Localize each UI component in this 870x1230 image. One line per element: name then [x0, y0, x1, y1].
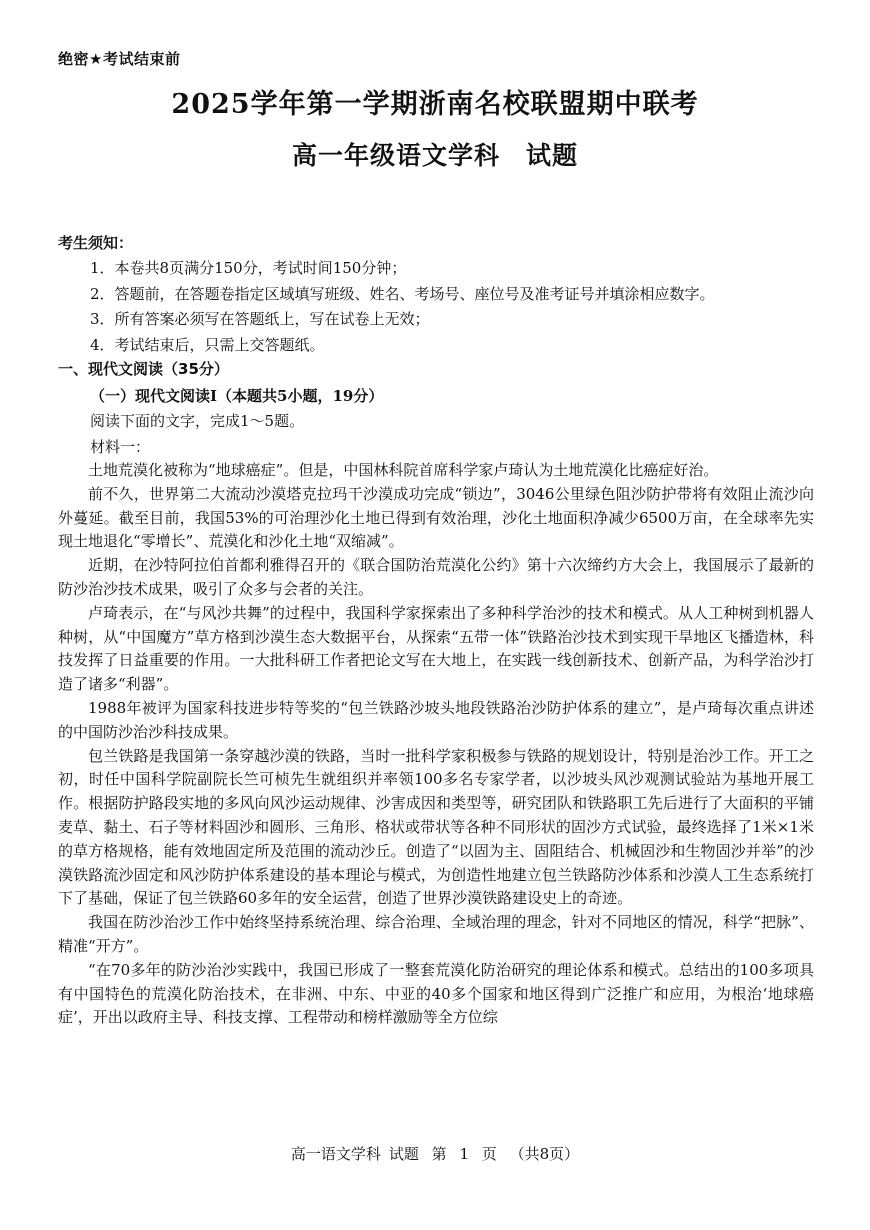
- page-footer: [0, 1143, 870, 1164]
- notice-item: 4．考试结束后，只需上交答题纸。: [90, 335, 325, 354]
- footer-page-suffix: 页: [481, 1145, 497, 1163]
- footer-subject: 高一语文学科: [290, 1145, 381, 1163]
- passage-paragraph: 近期，在沙特阿拉伯首都利雅得召开的《联合国防治荒漠化公约》第十六次缔约方大会上，我国展示了最新的防沙治沙技术成果，吸引了众多与会者的关注。: [58, 556, 814, 598]
- subsection-heading: （一）现代文阅读Ⅰ（本题共5小题，19分）: [90, 387, 384, 405]
- passage-paragraph: 1988年被评为国家科技进步特等奖的“包兰铁路沙坡头地段铁路治沙防护体系的建立”，是卢琦每次重点讲述的中国防沙治沙科技成果。: [58, 698, 814, 741]
- passage-paragraph: 包兰铁路是我国第一条穿越沙漠的铁路，当时一批科学家积极参与铁路的规划设计，特别是治沙工作。开工之初，时任中国科学院副院长竺可桢先生就组织并率领100多名专家学者，以沙坡头风沙观测试验站为基地开展工作。根据防护路段实地的多风向风沙运动规律、沙害成因和类型等，研究团队和铁路职工先后进行了大面积的平铺麦草、黏土、石子等材料固沙和圆形、三角形、格状或带状等各种不同形状的固沙方式试验，最终选择了1米×1米的草方格规格，能有效地固定所及范围的流动沙丘。创造了“以固为主、固阻结合、机械固沙和生物固沙并举”的沙漠铁路流沙固定和风沙防护体系建设的基本理论与模式，为创造性地建立包兰铁路防沙体系和沙漠人工生态系统打下了基础，保证了包兰铁路60多年的安全运营，创造了世界沙漠铁路建设史上的奇迹。: [58, 746, 814, 908]
- page-number: 1: [459, 1145, 470, 1163]
- passage-paragraph: 土地荒漠化被称为“地球癌症”。但是，中国林科院首席科学家卢琦认为土地荒漠化比癌症好治。: [88, 461, 719, 479]
- reading-passage: [58, 459, 814, 1030]
- exam-subtitle: 高一年级语文学科 试题: [291, 141, 578, 170]
- notice-item: 2．答题前，在答题卷指定区域填写班级、姓名、考场号、座位号及准考证号并填涂相应数字。: [90, 284, 715, 303]
- notice-heading: 考生须知：: [58, 234, 134, 252]
- notice-list: [90, 256, 715, 358]
- confidential-label: 绝密★考试结束前: [58, 50, 181, 68]
- passage-paragraph: 卢琦表示，在“与风沙共舞”的过程中，我国科学家探索出了多种科学治沙的技术和模式。从人工种树到机器人种树，从“中国魔方”草方格到沙漠生态大数据平台，从探索“五带一体”铁路治沙技术到实现干旱地区飞播造林，科技发挥了日益重要的作用。一大批科研工作者把论文写在大地上，在实践一线创新技术、创新产品，为科学治沙打造了诸多“利器”。: [58, 603, 814, 694]
- footer-page-prefix: 第: [431, 1145, 447, 1163]
- reading-instruction: 阅读下面的文字，完成1～5题。: [90, 412, 305, 430]
- material-label: 材料一：: [90, 438, 151, 456]
- passage-paragraph: “在70多年的防沙治沙实践中，我国已形成了一整套荒漠化防治研究的理论体系和模式。总结出的100多项具有中国特色的荒漠化防治技术，在非洲、中东、中亚的40多个国家和地区得到广泛推广和应用，为根治‘地球癌症’，开出以政府主导、科技支撑、工程带动和榜样激励等全方位综: [58, 960, 814, 1027]
- passage-paragraph: 前不久，世界第二大流动沙漠塔克拉玛干沙漠成功完成“锁边”，3046公里绿色阻沙防护带将有效阻止流沙向外蔓延。截至目前，我国53%的可治理沙化土地已得到有效治理，沙化土地面积净减少6500万亩，在全球率先实现土地退化“零增长”、荒漠化和沙化土地“双缩减”。: [58, 484, 814, 551]
- passage-paragraph: 我国在防沙治沙工作中始终坚持系统治理、综合治理、全域治理的理念，针对不同地区的情况，科学“把脉”、精准“开方”。: [58, 913, 814, 955]
- exam-title: 2025学年第一学期浙南名校联盟期中联考: [171, 89, 699, 120]
- section-heading: 一、现代文阅读（35分）: [58, 360, 229, 378]
- page-total: （共8页）: [509, 1145, 580, 1163]
- notice-item: 3．所有答案必须写在答题纸上，写在试卷上无效；: [90, 310, 430, 328]
- footer-label: 试题: [388, 1145, 419, 1163]
- notice-item: 1．本卷共8页满分150分，考试时间150分钟；: [90, 259, 407, 277]
